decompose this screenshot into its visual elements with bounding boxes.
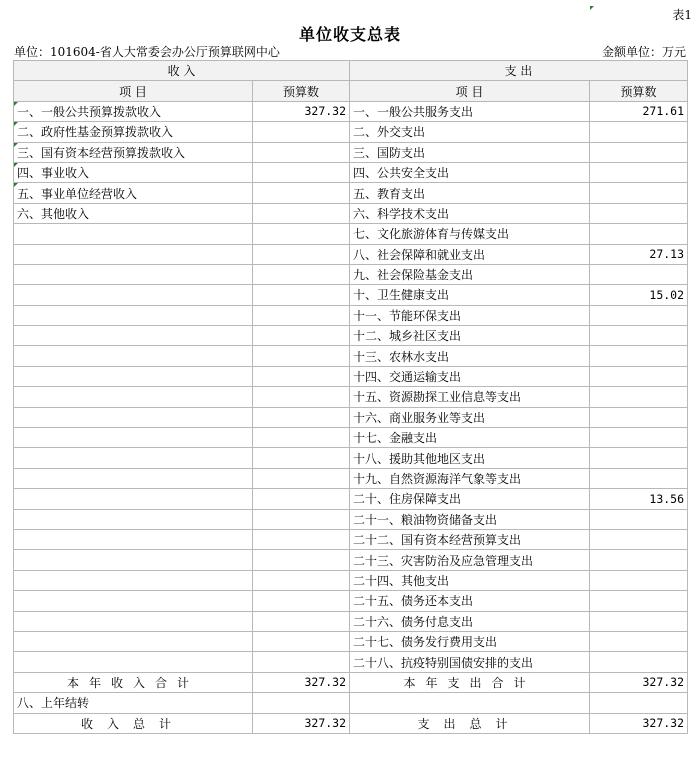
income-grand-label: 收入总计 [14,713,253,733]
expense-header: 支 出 [350,61,688,81]
expense-value-cell [590,346,688,366]
income-item-cell [14,285,253,305]
expense-value-cell [590,162,688,182]
expense-value-cell: 13.56 [590,489,688,509]
expense-item-cell: 二十四、其他支出 [350,570,590,590]
income-value-cell [253,305,350,325]
income-item-cell [14,631,253,651]
expense-item-cell: 十三、农林水支出 [350,346,590,366]
income-item-cell [14,529,253,549]
income-value-cell [253,122,350,142]
table-row [14,570,688,590]
income-item-cell [14,428,253,448]
expense-value-cell [590,611,688,631]
income-item-cell: 一、一般公共预算拨款收入 [14,101,253,121]
expense-item-cell: 十四、交通运输支出 [350,366,590,386]
income-item-cell [14,244,253,264]
expense-budget-header: 预算数 [590,81,688,101]
income-value-cell [253,346,350,366]
expense-item-cell: 十八、援助其他地区支出 [350,448,590,468]
income-value-cell [253,631,350,651]
table-row [14,631,688,651]
income-value-cell [253,264,350,284]
expense-value-cell [590,326,688,346]
table-row [14,162,688,182]
table-row [14,407,688,427]
table-row [14,224,688,244]
table-row [14,509,688,529]
table-row [14,387,688,407]
table-row [14,183,688,203]
expense-value-cell [590,407,688,427]
expense-value-cell [590,224,688,244]
income-item-header: 项 目 [14,81,253,101]
expense-grand-value: 327.32 [590,713,688,733]
income-item-cell [14,346,253,366]
expense-value-cell [590,652,688,672]
expense-value-cell: 271.61 [590,101,688,121]
expense-value-cell [590,591,688,611]
expense-value-cell [590,264,688,284]
expense-item-cell: 十、卫生健康支出 [350,285,590,305]
income-item-cell [14,570,253,590]
income-value-cell [253,183,350,203]
table-row [14,529,688,549]
income-value-cell [253,407,350,427]
income-value-cell [253,489,350,509]
income-value-cell [253,570,350,590]
expense-item-cell: 八、社会保障和就业支出 [350,244,590,264]
expense-value-cell [590,509,688,529]
expense-item-cell: 六、科学技术支出 [350,203,590,223]
header-row-main [14,61,688,81]
expense-item-cell: 二十八、抗疫特别国债安排的支出 [350,652,590,672]
income-item-cell [14,509,253,529]
expense-value-cell [590,428,688,448]
income-value-cell [253,244,350,264]
income-value-cell [253,652,350,672]
table-row [14,346,688,366]
income-value-cell [253,326,350,346]
carryover-expense-value [590,693,688,713]
expense-item-cell: 十五、资源勘探工业信息等支出 [350,387,590,407]
expense-value-cell [590,570,688,590]
table-number: 表1 [672,8,692,22]
income-value-cell [253,162,350,182]
income-total-value: 327.32 [253,672,350,692]
income-value-cell [253,448,350,468]
income-item-cell: 六、其他收入 [14,203,253,223]
expense-value-cell [590,122,688,142]
income-value-cell [253,224,350,244]
income-item-cell [14,591,253,611]
income-item-cell [14,366,253,386]
table-row [14,448,688,468]
table-row [14,591,688,611]
expense-item-cell: 十九、自然资源海洋气象等支出 [350,468,590,488]
expense-value-cell: 27.13 [590,244,688,264]
summary-table [13,60,688,734]
expense-value-cell: 15.02 [590,285,688,305]
income-value-cell [253,550,350,570]
expense-item-cell: 十一、节能环保支出 [350,305,590,325]
income-value-cell [253,468,350,488]
income-item-cell [14,264,253,284]
table-row [14,142,688,162]
expense-value-cell [590,529,688,549]
expense-value-cell [590,468,688,488]
income-item-cell: 三、国有资本经营预算拨款收入 [14,142,253,162]
table-row [14,203,688,223]
expense-item-cell: 二十六、债务付息支出 [350,611,590,631]
expense-item-cell: 一、一般公共服务支出 [350,101,590,121]
expense-value-cell [590,550,688,570]
expense-item-cell: 二十三、灾害防治及应急管理支出 [350,550,590,570]
expense-item-cell: 二十一、粮油物资储备支出 [350,509,590,529]
table-row [14,264,688,284]
income-value-cell [253,611,350,631]
income-item-cell [14,407,253,427]
income-item-cell [14,326,253,346]
expense-item-cell: 二十、住房保障支出 [350,489,590,509]
table-row [14,652,688,672]
income-grand-value: 327.32 [253,713,350,733]
income-item-cell [14,611,253,631]
income-item-cell [14,489,253,509]
expense-item-cell: 十七、金融支出 [350,428,590,448]
income-item-cell: 四、事业收入 [14,162,253,182]
expense-value-cell [590,631,688,651]
expense-item-header: 项 目 [350,81,590,101]
income-value-cell: 327.32 [253,101,350,121]
income-value-cell [253,387,350,407]
income-item-cell [14,468,253,488]
table-row [14,305,688,325]
table-row [14,122,688,142]
income-item-cell [14,550,253,570]
table-row [14,550,688,570]
expense-value-cell [590,203,688,223]
income-value-cell [253,203,350,223]
income-item-cell: 二、政府性基金预算拨款收入 [14,122,253,142]
expense-item-cell: 二、外交支出 [350,122,590,142]
income-item-cell [14,387,253,407]
income-value-cell [253,366,350,386]
meta-row [14,43,686,59]
table-row [14,366,688,386]
table-row [14,468,688,488]
income-value-cell [253,529,350,549]
income-item-cell: 五、事业单位经营收入 [14,183,253,203]
expense-value-cell [590,142,688,162]
carryover-expense-cell [350,693,590,713]
expense-grand-label: 支出总计 [350,713,590,733]
income-item-cell [14,224,253,244]
expense-item-cell: 九、社会保险基金支出 [350,264,590,284]
expense-item-cell: 十二、城乡社区支出 [350,326,590,346]
expense-value-cell [590,305,688,325]
expense-item-cell: 二十七、债务发行费用支出 [350,631,590,651]
income-budget-header: 预算数 [253,81,350,101]
income-value-cell [253,428,350,448]
income-item-cell [14,448,253,468]
expense-item-cell: 二十五、债务还本支出 [350,591,590,611]
income-total-row [14,672,688,692]
expense-item-cell: 十六、商业服务业等支出 [350,407,590,427]
table-row [14,285,688,305]
carryover-value [253,693,350,713]
header-row-sub [14,81,688,101]
expense-value-cell [590,448,688,468]
expense-total-label: 本年支出合计 [350,672,590,692]
income-total-label: 本年收入合计 [14,672,253,692]
expense-item-cell: 二十二、国有资本经营预算支出 [350,529,590,549]
expense-item-cell: 三、国防支出 [350,142,590,162]
table-row [14,489,688,509]
page-title: 单位收支总表 [298,25,401,44]
expense-value-cell [590,183,688,203]
table-row [14,244,688,264]
expense-item-cell: 五、教育支出 [350,183,590,203]
carryover-row [14,693,688,713]
income-header: 收 入 [14,61,350,81]
table-row [14,326,688,346]
income-value-cell [253,142,350,162]
income-item-cell [14,305,253,325]
table-row [14,101,688,121]
cell-marker [590,6,594,10]
expense-value-cell [590,387,688,407]
unit-label: 单位：101604-省人大常委会办公厅预算联网中心 [14,45,280,59]
income-value-cell [253,591,350,611]
expense-total-value: 327.32 [590,672,688,692]
income-item-cell [14,652,253,672]
expense-item-cell: 四、公共安全支出 [350,162,590,182]
expense-value-cell [590,366,688,386]
income-value-cell [253,509,350,529]
carryover-label: 八、上年结转 [14,693,253,713]
income-value-cell [253,285,350,305]
table-row [14,611,688,631]
expense-item-cell: 七、文化旅游体育与传媒支出 [350,224,590,244]
grand-total-row [14,713,688,733]
table-row [14,428,688,448]
currency-unit: 金额单位：万元 [601,45,686,59]
